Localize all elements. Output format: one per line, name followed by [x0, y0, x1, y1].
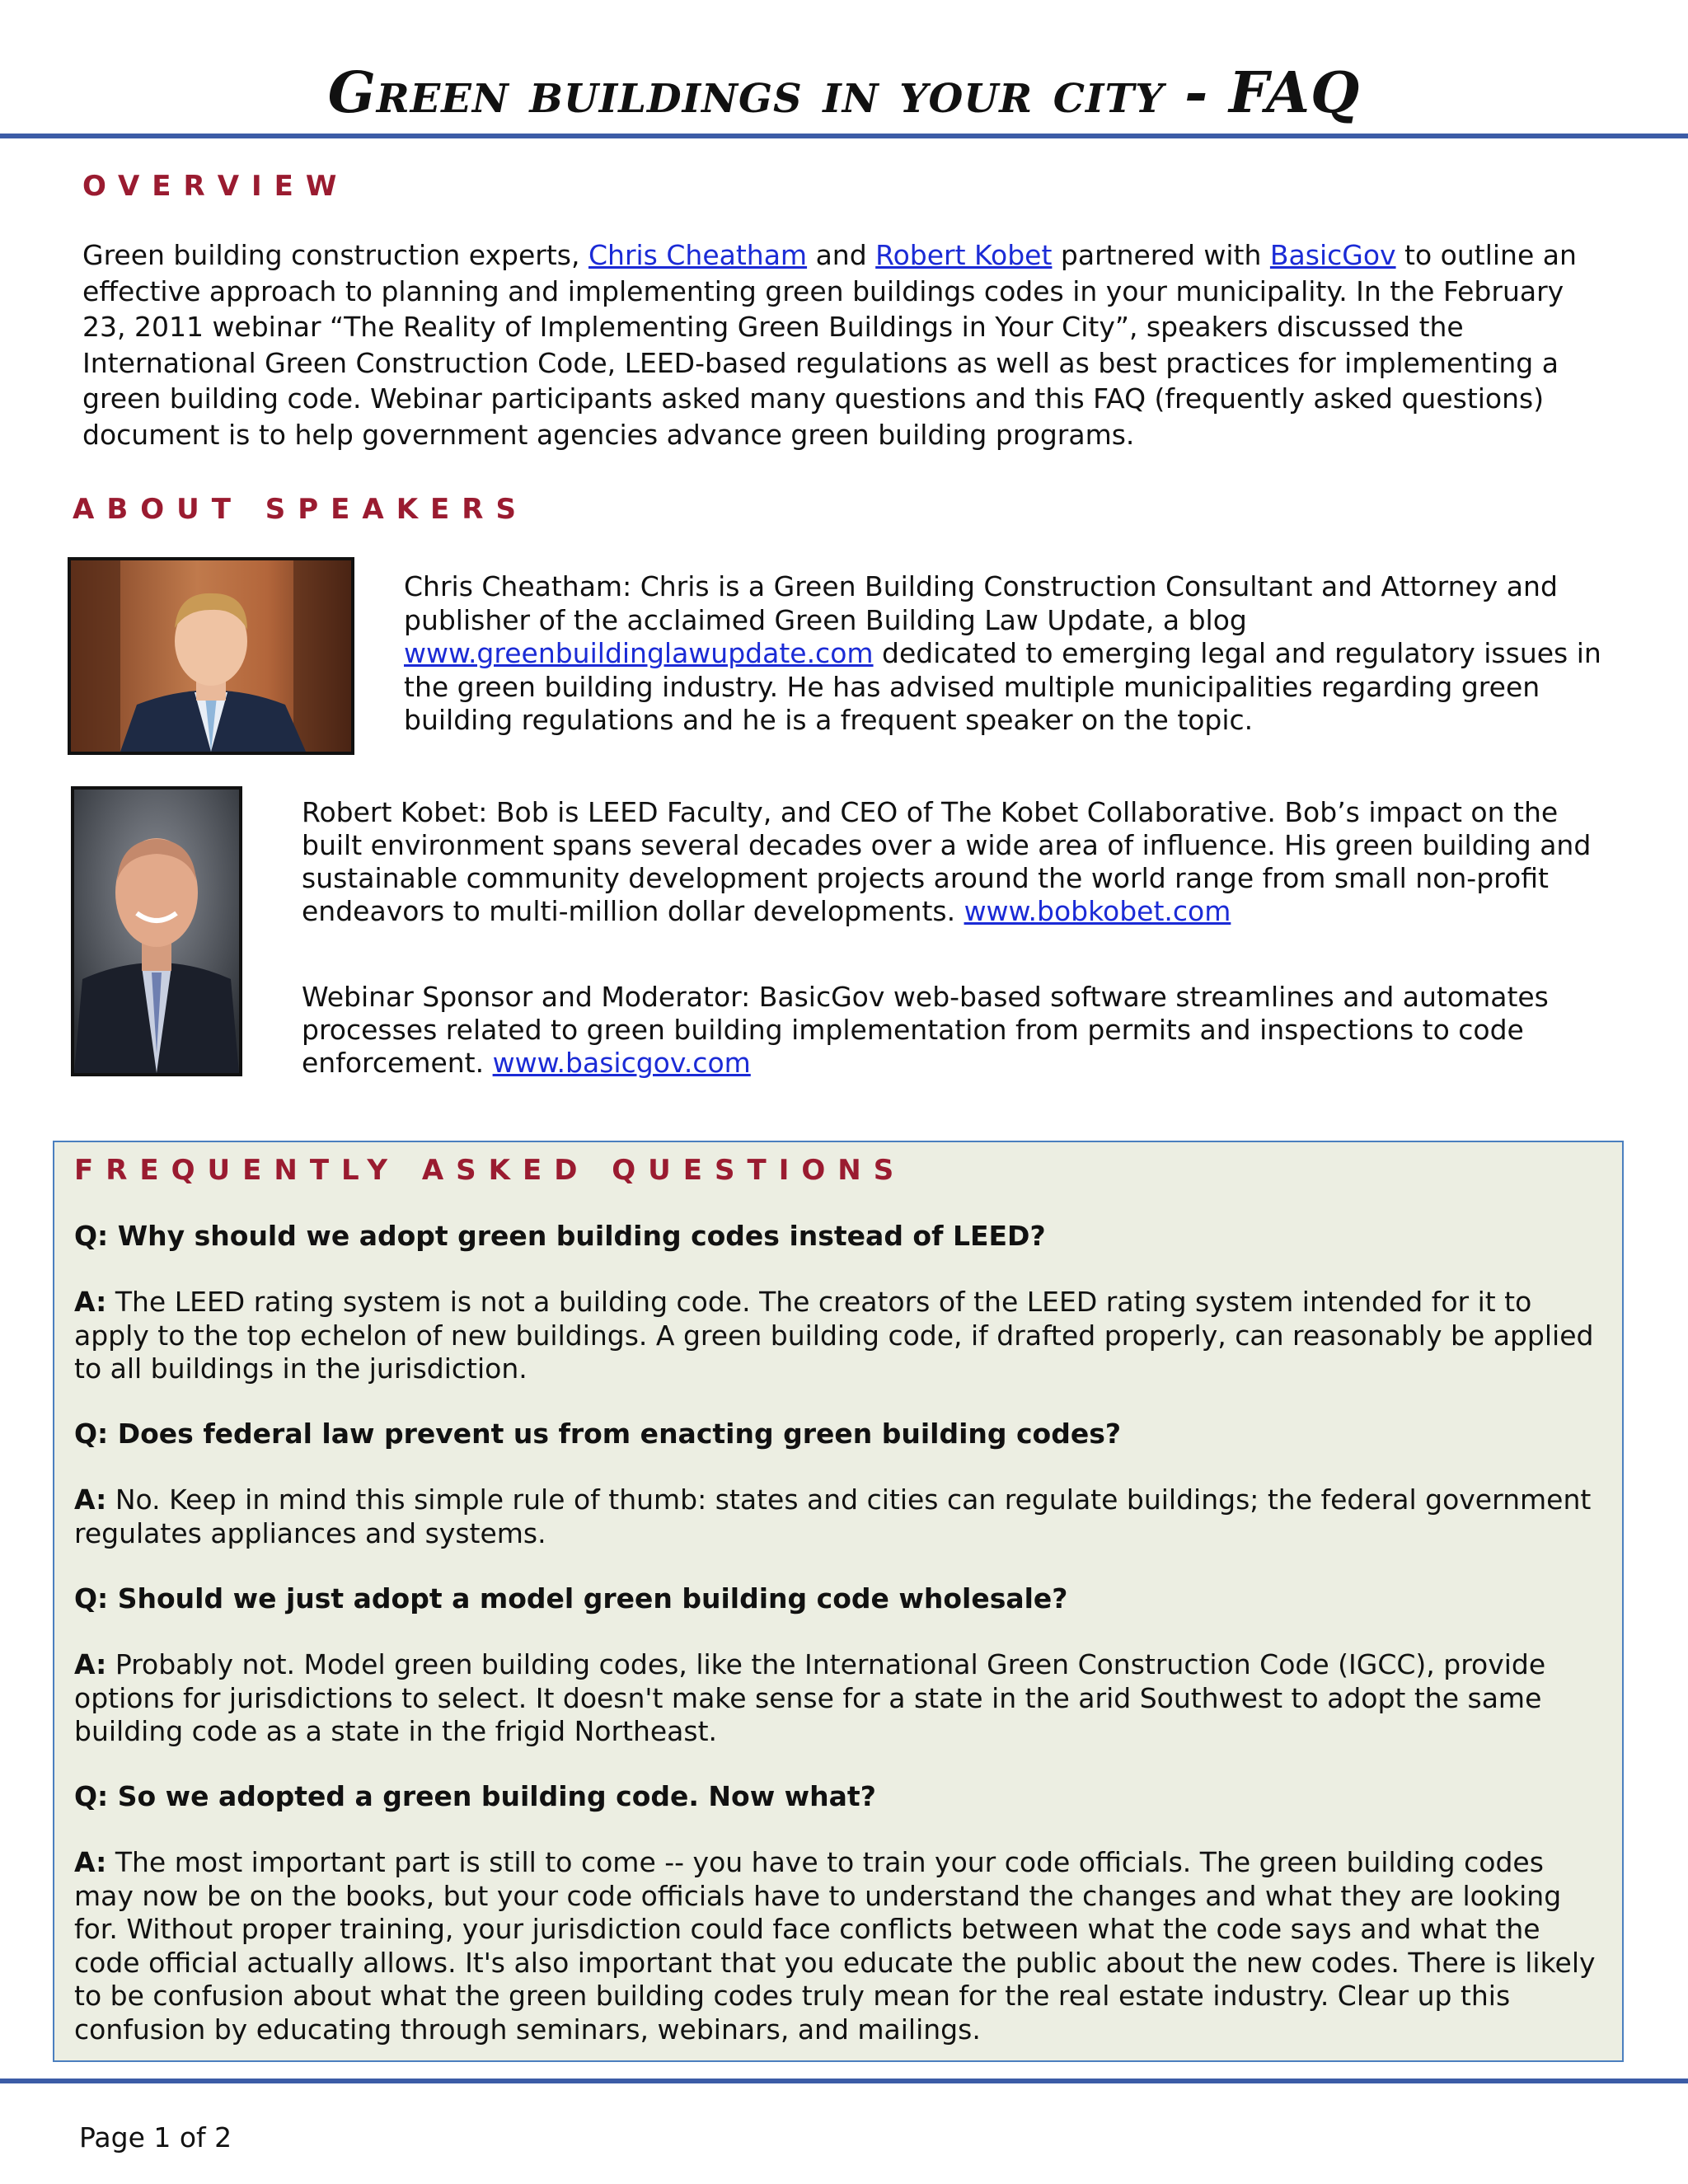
overview-heading: OVERVIEW [82, 170, 349, 203]
overview-text-1: Green building construction experts, [82, 239, 588, 271]
header-rule [0, 134, 1688, 138]
overview-text-3: partnered with [1052, 239, 1270, 271]
speakers-heading: ABOUT SPEAKERS [73, 493, 528, 526]
answer-label: A: [74, 1483, 107, 1516]
faq-question-4: Q: So we adopted a green building code. Now what? [74, 1780, 876, 1812]
basicgov-website-link[interactable]: www.basicgov.com [492, 1047, 751, 1079]
faq-answer-4 [74, 1846, 1607, 2046]
basicgov-link[interactable]: BasicGov [1269, 239, 1396, 271]
faq-answer-1 [74, 1286, 1607, 1386]
chris-cheatham-link[interactable]: Chris Cheatham [588, 239, 808, 271]
faq-question-1: Q: Why should we adopt green building codes instead of LEED? [74, 1220, 1046, 1252]
robert-bio-text: Robert Kobet: Bob is LEED Faculty, and CEO of The Kobet Collaborative. Bob’s impact on the built environment spans several decades over a wide area of influence. His green building and sustainable community development projects around the world range from small non-profit endeavors to multi-million dollar developments. [302, 796, 1592, 927]
document-title: Green buildings in your city - FAQ [327, 60, 1361, 126]
chris-portrait-image [71, 560, 351, 752]
page-number: Page 1 of 2 [79, 2121, 232, 2154]
overview-paragraph [82, 237, 1607, 452]
answer-label: A: [74, 1648, 107, 1680]
chris-bio-text-2: dedicated to emerging legal and regulatory issues in the green building industry. He has advised multiple municipalities regarding green building regulations and he is a frequent speaker on the topic. [404, 637, 1601, 736]
faq-answer-2-text: No. Keep in mind this simple rule of thumb: states and cities can regulate buildings; the federal government regulates appliances and systems. [74, 1483, 1592, 1549]
robert-kobet-link[interactable]: Robert Kobet [875, 239, 1053, 271]
chris-bio [404, 570, 1607, 738]
faq-answer-2 [74, 1483, 1607, 1550]
faq-answer-1-text: The LEED rating system is not a building code. The creators of the LEED rating system intended for it to apply to the top echelon of new buildings. A green building code, if drafted properly, can reasonably be applied to all buildings in the jurisdiction. [74, 1286, 1594, 1385]
faq-answer-3 [74, 1648, 1607, 1749]
chris-cheatham-photo [68, 557, 354, 755]
robert-bio [302, 796, 1612, 928]
robert-portrait-image [74, 790, 239, 1073]
robert-kobet-photo [71, 786, 242, 1076]
greenbuildinglawupdate-link[interactable]: www.greenbuildinglawupdate.com [404, 637, 874, 669]
footer-rule [0, 2079, 1688, 2083]
faq-heading: FREQUENTLY ASKED QUESTIONS [74, 1154, 907, 1187]
sponsor-bio [302, 981, 1612, 1080]
faq-question-2: Q: Does federal law prevent us from enacting green building codes? [74, 1418, 1122, 1450]
answer-label: A: [74, 1846, 107, 1878]
sponsor-bio-text: Webinar Sponsor and Moderator: BasicGov web-based software streamlines and automates processes related to green building implementation from permits and inspections to code enforcement. [302, 981, 1549, 1079]
bobkobet-link[interactable]: www.bobkobet.com [964, 895, 1231, 927]
faq-question-3: Q: Should we just adopt a model green building code wholesale? [74, 1582, 1068, 1615]
faq-panel [53, 1141, 1624, 2062]
answer-label: A: [74, 1286, 107, 1318]
faq-answer-3-text: Probably not. Model green building codes, like the International Green Construction Code (IGCC), provide options for jurisdictions to select. It doesn't make sense for a state in the arid Southwest to adopt the same building code as a state in the frigid Northeast. [74, 1648, 1546, 1747]
overview-text-4: to outline an effective approach to planning and implementing green buildings codes in your municipality. In the February 23, 2011 webinar “The Reality of Implementing Green Buildings in Your City”, speakers discussed the International Green Construction Code, LEED-based regulations as well as best practices for implementing a green building code. Webinar participants asked many questions and this FAQ (frequently asked questions) document is to help government agencies advance green building programs. [82, 239, 1577, 451]
chris-bio-text: Chris Cheatham: Chris is a Green Building Construction Consultant and Attorney and publisher of the acclaimed Green Building Law Update, a blog [404, 570, 1558, 636]
overview-text-2: and [807, 239, 876, 271]
faq-answer-4-text: The most important part is still to come -- you have to train your code officials. The green building codes may now be on the books, but your code officials have to understand the changes and what they are looking for. Without proper training, your jurisdiction could face conflicts between what the code says and what the code official actually allows. It's also important that you educate the public about the new codes. There is likely to be confusion about what the green building codes truly mean for the real estate industry. Clear up this confusion by educating through seminars, webinars, and mailings. [74, 1846, 1596, 2046]
